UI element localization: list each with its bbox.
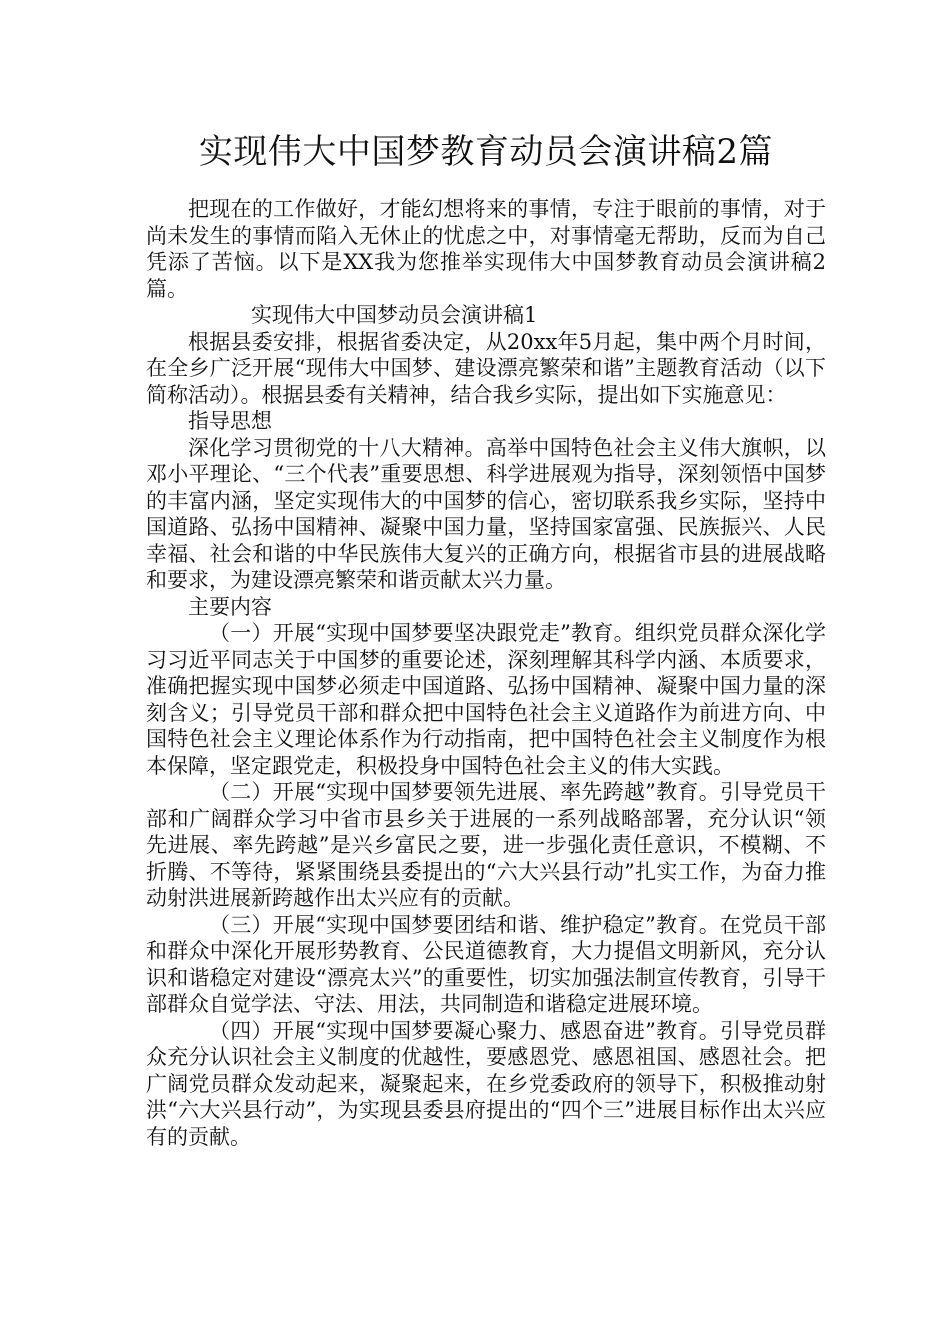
paragraph-arrangement: 根据县委安排，根据省委决定，从20xx年5月起，集中两个月时间，在全乡广泛开展“现伟大中国梦、建设漂亮繁荣和谐”主题教育活动（以下简称活动）。根据县委有关精神，结合我乡实际，提出如下实施意见： [146,329,826,407]
intro-paragraph: 把现在的工作做好，才能幻想将来的事情，专注于眼前的事情，对于尚未发生的事情而陷入无休止的忧虑之中，对事情毫无帮助，反而为自己凭添了苦恼。以下是XX我为您推举实现伟大中国梦教育动员会演讲稿2篇。 [146,197,826,301]
content-item-4: （四）开展“实现中国梦要凝心聚力、感恩奋进”教育。引导党员群众充分认识社会主义制度的优越性，要感恩党、感恩祖国、感恩社会。把广阔党员群众发动起来，凝聚起来，在乡党委政府的领导下，积极推动射洪“六大兴县行动”，为实现县委县府提出的“四个三”进展目标作出太兴应有的贡献。 [146,1018,826,1149]
document-page [146,124,826,1150]
section-heading-guiding-thought: 指导思想 [188,409,272,433]
document-body [146,196,826,1150]
content-item-1: （一）开展“实现中国梦要坚决跟党走”教育。组织党员群众深化学习习近平同志关于中国梦的重要论述，深刻理解其科学内涵、本质要求，准确把握实现中国梦必须走中国道路、弘扬中国精神、凝聚中国力量的深刻含义；引导党员干部和群众把中国特色社会主义道路作为前进方向、中国特色社会主义理论体系作为行动指南，把中国特色社会主义制度作为根本保障，坚定跟党走，积极投身中国特色社会主义的伟大实践。 [146,621,826,778]
content-item-2: （二）开展“实现中国梦要领先进展、率先跨越”教育。引导党员干部和广阔群众学习中省市县乡关于进展的一系列战略部署，充分认识“领先进展、率先跨越”是兴乡富民之要，进一步强化责任意识，不模糊、不折腾、不等待，紧紧围绕县委提出的“六大兴县行动”扎实工作，为奋力推动射洪进展新跨越作出太兴应有的贡献。 [146,780,826,910]
section-heading-main-content: 主要内容 [188,594,272,619]
document-title: 实现伟大中国梦教育动员会演讲稿2篇 [198,132,774,172]
paragraph-guiding-thought: 深化学习贯彻党的十八大精神。高举中国特色社会主义伟大旗帜，以邓小平理论、“三个代表”重要思想、科学进展观为指导，深刻领悟中国梦的丰富内涵，坚定实现伟大的中国梦的信心，密切联系我乡实际，坚持中国道路、弘扬中国精神、凝聚中国力量，坚持国家富强、民族振兴、人民幸福、社会和谐的中华民族伟大复兴的正确方向，根据省市县的进展战略和要求，为建设漂亮繁荣和谐贡献太兴力量。 [146,435,826,592]
speech-subtitle: 实现伟大中国梦动员会演讲稿1 [251,303,538,327]
content-item-3: （三）开展“实现中国梦要团结和谐、维护稳定”教育。在党员干部和群众中深化开展形势教育、公民道德教育，大力提倡文明新风，充分认识和谐稳定对建设“漂亮太兴”的重要性，切实加强法制宣传教育，引导干部群众自觉学法、守法、用法，共同制造和谐稳定进展环境。 [146,912,826,1016]
